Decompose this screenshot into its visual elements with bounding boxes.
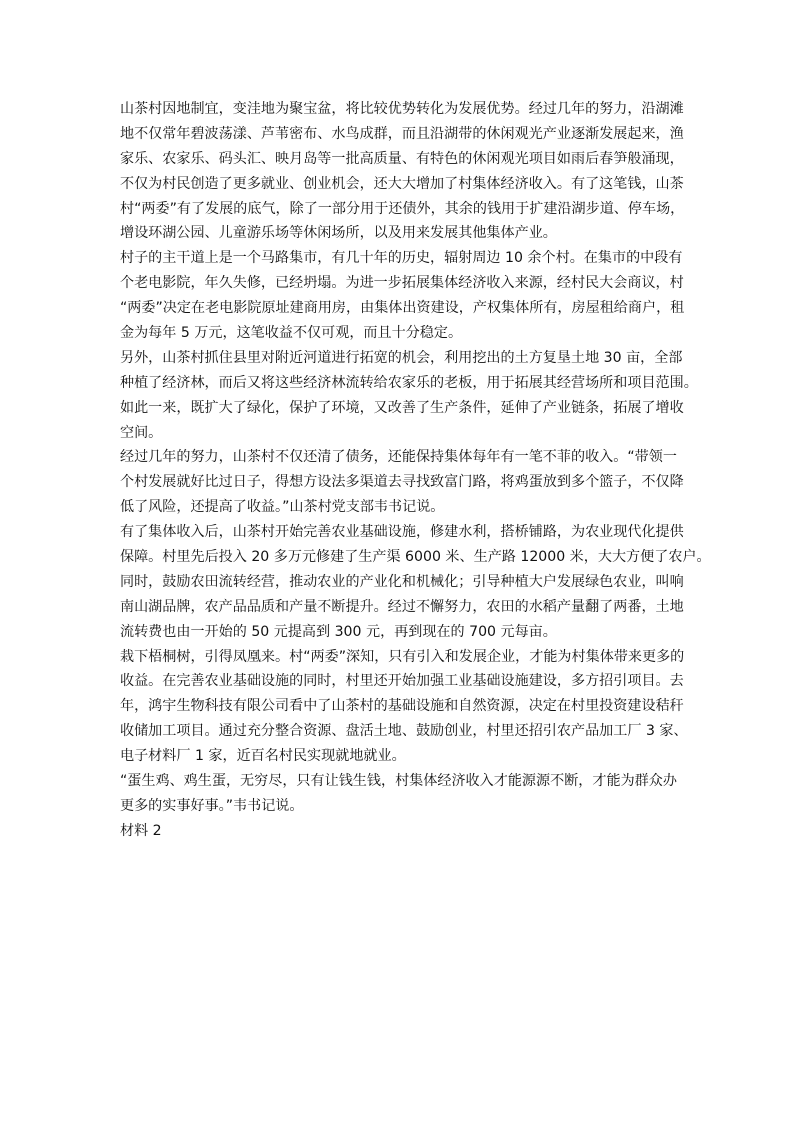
text-line-27: 电子材料厂 1 家，近百名村民实现就地就业。 [120, 748, 406, 765]
text-line-11: 另外，山茶村抓住县里对附近河道进行拓宽的机会，利用挖出的土方复垦土地 30 亩，全部 [120, 349, 683, 366]
text-line-13: 如此一来，既扩大了绿化，保护了环境，又改善了生产条件，延伸了产业链条，拓展了增收 [120, 399, 684, 416]
text-line-10: 金为每年 5 万元，这笔收益不仅可观，而且十分稳定。 [120, 325, 463, 342]
text-line-19: 保障。村里先后投入 20 多万元修建了生产渠 6000 米、生产路 12000 米，大大方便了农户。 [120, 549, 711, 566]
text-line-26: 收储加工项目。通过充分整合资源、盘活土地、鼓励创业，村里还招引农产品加工厂 3 家、 [120, 723, 688, 740]
text-line-5: 村“两委”有了发展的底气，除了一部分用于还债外，其余的钱用于扩建沿湖步道、停车场， [120, 200, 685, 217]
text-line-9: “两委”决定在老电影院原址建商用房，由集体出资建设，产权集体所有，房屋租给商户，租 [120, 300, 685, 317]
text-line-15: 经过几年的努力，山茶村不仅还清了债务，还能保持集体每年有一笔不菲的收入。“带领一 [120, 449, 677, 466]
text-line-22: 流转费也由一开始的 50 元提高到 300 元，再到现在的 700 元每亩。 [120, 623, 557, 640]
text-line-1: 山茶村因地制宜，变洼地为聚宝盆，将比较优势转化为发展优势。经过几年的努力，沿湖滩 [120, 101, 684, 117]
text-line-28: “蛋生鸡、鸡生蛋，无穷尽，只有让钱生钱，村集体经济收入才能源源不断，才能为群众办 [120, 773, 677, 790]
text-line-7: 村子的主干道上是一个马路集市，有几十年的历史，辐射周边 10 余个村。在集市的中段有 [120, 250, 683, 267]
text-line-6: 增设环湖公园、儿童游乐场等休闲场所，以及用来发展其他集体产业。 [120, 225, 557, 242]
text-line-25: 年，鸿宇生物科技有限公司看中了山茶村的基础设施和自然资源，决定在村里投资建设秸秆 [120, 698, 684, 715]
text-line-20: 同时，鼓励农田流转经营，推动农业的产业化和机械化；引导种植大户发展绿色农业，叫响 [120, 573, 684, 590]
text-line-16: 个村发展就好比过日子，得想方设法多渠道去寻找致富门路，将鸡蛋放到多个篮子，不仅降 [120, 474, 684, 491]
text-line-21: 南山湖品牌，农产品品质和产量不断提升。经过不懈努力，农田的水稻产量翻了两番，土地 [120, 598, 684, 615]
document-body [120, 97, 711, 844]
text-line-3: 家乐、农家乐、码头汇、映月岛等一批高质量、有特色的休闲观光项目如雨后春笋般涌现， [120, 150, 684, 167]
text-line-14: 空间。 [120, 424, 163, 441]
text-line-24: 收益。在完善农业基础设施的同时，村里还开始加强工业基础设施建设，多方招引项目。去 [120, 673, 684, 690]
text-line-2: 地不仅常年碧波荡漾、芦苇密布、水鸟成群，而且沿湖带的休闲观光产业逐渐发展起来，渔 [120, 125, 684, 142]
text-line-29: 更多的实事好事。”韦书记说。 [120, 797, 304, 814]
text-line-18: 有了集体收入后，山茶村开始完善农业基础设施，修建水利，搭桥铺路，为农业现代化提供 [120, 524, 684, 541]
text-line-8: 个老电影院，年久失修，已经坍塌。为进一步拓展集体经济收入来源，经村民大会商议，村 [120, 275, 684, 292]
section-label: 材料 2 [120, 822, 162, 839]
text-line-4: 不仅为村民创造了更多就业、创业机会，还大大增加了村集体经济收入。有了这笔钱，山茶 [120, 175, 684, 192]
text-line-12: 种植了经济林，而后又将这些经济林流转给农家乐的老板，用于拓展其经营场所和项目范围。 [120, 374, 698, 391]
text-line-23: 栽下梧桐树，引得凤凰来。村“两委”深知，只有引入和发展企业，才能为村集体带来更多的 [120, 648, 685, 665]
text-line-17: 低了风险，还提高了收益。”山茶村党支部韦书记说。 [120, 499, 445, 516]
